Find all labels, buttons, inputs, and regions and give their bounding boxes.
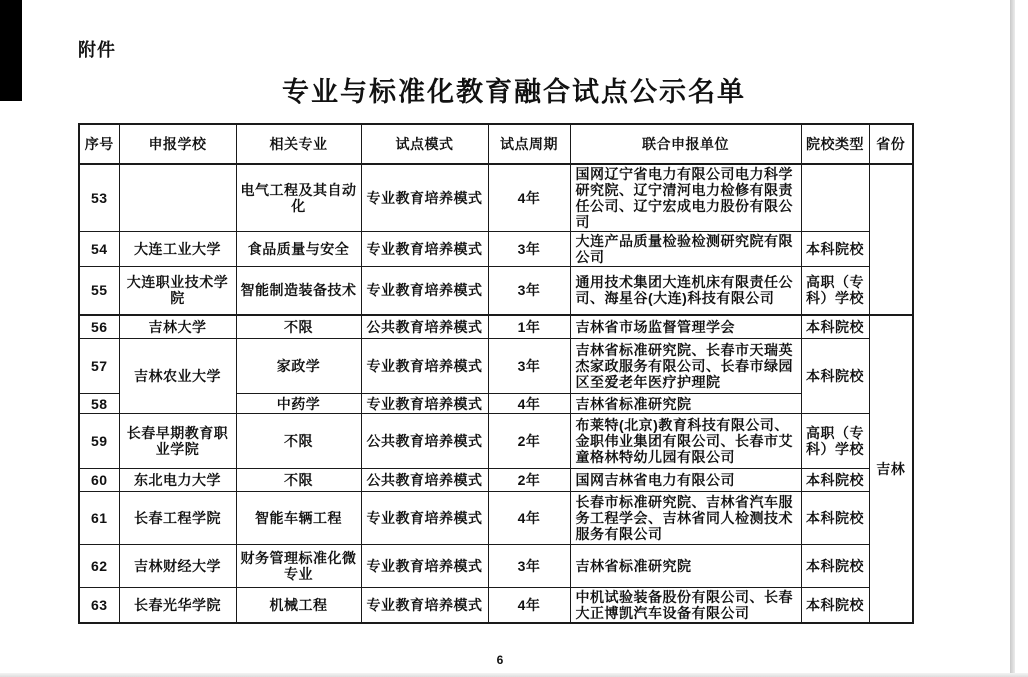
table-row: [79, 545, 913, 588]
cell-xuhao: 63: [79, 588, 119, 624]
cell-lianhe-shenbao-danwei: 通用技术集团大连机床有限责任公司、海星谷(大连)科技有限公司: [570, 267, 801, 315]
cell-shidian-zhouqi: 1年: [488, 315, 570, 339]
cell-yuanxiao-leixing: 本科院校: [801, 469, 869, 492]
column-header-xuhao: 序号: [79, 124, 119, 164]
column-header-lianhe-shenbao-danwei: 联合申报单位: [570, 124, 801, 164]
table-row: [79, 315, 913, 339]
cell-xuhao: 58: [79, 394, 119, 414]
cell-shenbao-xuexiao: 长春工程学院: [119, 492, 236, 545]
cell-lianhe-shenbao-danwei: 国网辽宁省电力有限公司电力科学研究院、辽宁清河电力检修有限责任公司、辽宁宏成电力股份有限公司: [570, 164, 801, 232]
cell-xuhao: 61: [79, 492, 119, 545]
cell-xiangguan-zhuanye: 不限: [236, 315, 361, 339]
cell-yuanxiao-leixing: 本科院校: [801, 339, 869, 414]
table-container: [78, 123, 914, 624]
cell-lianhe-shenbao-danwei: 国网吉林省电力有限公司: [570, 469, 801, 492]
table-row: [79, 469, 913, 492]
cell-xiangguan-zhuanye: 食品质量与安全: [236, 232, 361, 267]
cell-shidian-moshi: 专业教育培养模式: [361, 232, 488, 267]
cell-lianhe-shenbao-danwei: 吉林省市场监督管理学会: [570, 315, 801, 339]
cell-yuanxiao-leixing: 本科院校: [801, 492, 869, 545]
cell-shenbao-xuexiao: 大连工业大学: [119, 232, 236, 267]
cell-shidian-zhouqi: 3年: [488, 232, 570, 267]
cell-lianhe-shenbao-danwei: 大连产品质量检验检测研究院有限公司: [570, 232, 801, 267]
attachment-label: 附件: [78, 40, 116, 60]
cell-shidian-moshi: 专业教育培养模式: [361, 545, 488, 588]
cell-shidian-moshi: 专业教育培养模式: [361, 394, 488, 414]
table-row: [79, 164, 913, 232]
cell-xiangguan-zhuanye: 不限: [236, 469, 361, 492]
cell-shidian-zhouqi: 2年: [488, 414, 570, 469]
cell-lianhe-shenbao-danwei: 中机试验装备股份有限公司、长春大正博凯汽车设备有限公司: [570, 588, 801, 624]
cell-shidian-moshi: 专业教育培养模式: [361, 492, 488, 545]
cell-shidian-zhouqi: 3年: [488, 339, 570, 394]
cell-xuhao: 59: [79, 414, 119, 469]
column-header-yuanxiao-leixing: 院校类型: [801, 124, 869, 164]
cell-shidian-moshi: 公共教育培养模式: [361, 469, 488, 492]
page-number: 6: [496, 653, 504, 667]
cell-xuhao: 55: [79, 267, 119, 315]
cell-shenbao-xuexiao: 吉林农业大学: [119, 339, 236, 414]
cell-yuanxiao-leixing: 本科院校: [801, 588, 869, 624]
cell-xuhao: 60: [79, 469, 119, 492]
table-header-row: [79, 124, 913, 164]
cell-xiangguan-zhuanye: 中药学: [236, 394, 361, 414]
cell-shidian-zhouqi: 4年: [488, 588, 570, 624]
cell-lianhe-shenbao-danwei: 吉林省标准研究院: [570, 394, 801, 414]
table-row: [79, 339, 913, 394]
cell-xiangguan-zhuanye: 电气工程及其自动化: [236, 164, 361, 232]
table-row: [79, 492, 913, 545]
cell-shidian-zhouqi: 3年: [488, 267, 570, 315]
cell-xiangguan-zhuanye: 智能制造装备技术: [236, 267, 361, 315]
cell-yuanxiao-leixing: 本科院校: [801, 315, 869, 339]
cell-xuhao: 53: [79, 164, 119, 232]
cell-xiangguan-zhuanye: 不限: [236, 414, 361, 469]
cell-shidian-moshi: 专业教育培养模式: [361, 588, 488, 624]
table-body: [79, 164, 913, 623]
cell-lianhe-shenbao-danwei: 吉林省标准研究院、长春市天瑞英杰家政服务有限公司、长春市绿园区至爱老年医疗护理院: [570, 339, 801, 394]
cell-xiangguan-zhuanye: 财务管理标准化微专业: [236, 545, 361, 588]
cell-shidian-moshi: 专业教育培养模式: [361, 267, 488, 315]
cell-yuanxiao-leixing: 高职（专科）学校: [801, 267, 869, 315]
cell-shidian-zhouqi: 3年: [488, 545, 570, 588]
cell-lianhe-shenbao-danwei: 吉林省标准研究院: [570, 545, 801, 588]
cell-yuanxiao-leixing: 高职（专科）学校: [801, 414, 869, 469]
cell-xiangguan-zhuanye: 机械工程: [236, 588, 361, 624]
column-header-shidian-moshi: 试点模式: [361, 124, 488, 164]
cell-shenbao-xuexiao: 东北电力大学: [119, 469, 236, 492]
cell-shenbao-xuexiao: 吉林大学: [119, 315, 236, 339]
cell-xuhao: 62: [79, 545, 119, 588]
cell-shenbao-xuexiao: 大连职业技术学院: [119, 267, 236, 315]
cell-yuanxiao-leixing: [801, 164, 869, 232]
cell-xiangguan-zhuanye: 家政学: [236, 339, 361, 394]
cell-shengfen: [869, 164, 913, 315]
column-header-shengfen: 省份: [869, 124, 913, 164]
cell-yuanxiao-leixing: 本科院校: [801, 545, 869, 588]
table-row: [79, 232, 913, 267]
page-bottom-edge-shadow: [0, 673, 1028, 677]
cell-shenbao-xuexiao: 长春光华学院: [119, 588, 236, 624]
cell-shidian-moshi: 公共教育培养模式: [361, 414, 488, 469]
cell-lianhe-shenbao-danwei: 长春市标准研究院、吉林省汽车服务工程学会、吉林省同人检测技术服务有限公司: [570, 492, 801, 545]
cell-shenbao-xuexiao: [119, 164, 236, 232]
cell-yuanxiao-leixing: 本科院校: [801, 232, 869, 267]
table-row: [79, 588, 913, 624]
pilot-table: [78, 123, 914, 624]
cell-shidian-moshi: 公共教育培养模式: [361, 315, 488, 339]
column-header-xiangguan-zhuanye: 相关专业: [236, 124, 361, 164]
cell-xuhao: 57: [79, 339, 119, 394]
cell-lianhe-shenbao-danwei: 布莱特(北京)教育科技有限公司、金职伟业集团有限公司、长春市艾童格林特幼儿园有限公司: [570, 414, 801, 469]
column-header-shidian-zhouqi: 试点周期: [488, 124, 570, 164]
column-header-shenbao-xuexiao: 申报学校: [119, 124, 236, 164]
document-title: 专业与标准化教育融合试点公示名单: [282, 77, 746, 107]
cell-shengfen: 吉林: [869, 315, 913, 624]
cell-shenbao-xuexiao: 长春早期教育职业学院: [119, 414, 236, 469]
table-row: [79, 414, 913, 469]
cell-shidian-zhouqi: 4年: [488, 492, 570, 545]
cell-xuhao: 56: [79, 315, 119, 339]
cell-shidian-moshi: 专业教育培养模式: [361, 339, 488, 394]
cell-shidian-zhouqi: 2年: [488, 469, 570, 492]
cell-shidian-moshi: 专业教育培养模式: [361, 164, 488, 232]
cell-shidian-zhouqi: 4年: [488, 164, 570, 232]
cell-xuhao: 54: [79, 232, 119, 267]
table-row: [79, 267, 913, 315]
cell-xiangguan-zhuanye: 智能车辆工程: [236, 492, 361, 545]
cell-shidian-zhouqi: 4年: [488, 394, 570, 414]
cell-shenbao-xuexiao: 吉林财经大学: [119, 545, 236, 588]
